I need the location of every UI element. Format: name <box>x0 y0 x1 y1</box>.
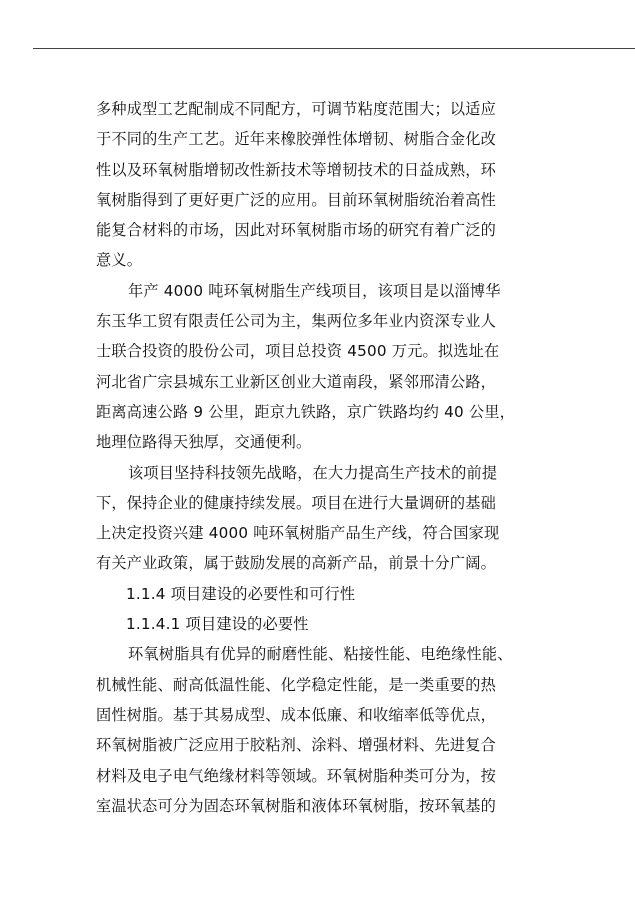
header-rule <box>33 48 635 49</box>
text-line: 能复合材料的市场，因此对环氧树脂市场的研究有着广泛的 <box>96 221 497 240</box>
text-line: 年产 4000 吨环氧树脂生产线项目，该项目是以淄博华 <box>128 281 501 300</box>
text-line: 机械性能、耐高低温性能、化学稳定性能，是一类重要的热 <box>96 675 497 694</box>
text-line: 性以及环氧树脂增韧改性新技术等增韧技术的日益成熟，环 <box>96 160 497 179</box>
paragraph-strategy <box>96 458 544 579</box>
paragraph-project-overview <box>96 276 544 458</box>
subsection-heading: 1.1.4.1 项目建设的必要性 <box>126 615 309 634</box>
text-line: 地理位路得天独厚，交通便利。 <box>96 433 312 452</box>
text-line: 有关产业政策，属于鼓励发展的高新产品，前景十分广阔。 <box>96 554 497 573</box>
section-heading: 1.1.4 项目建设的必要性和可行性 <box>126 584 356 603</box>
document-body <box>96 94 544 821</box>
text-line: 河北省广宗县城东工业新区创业大道南段，紧邻邢清公路， <box>96 372 497 391</box>
text-line: 氧树脂得到了更好更广泛的应用。目前环氧树脂统治着高性 <box>96 190 497 209</box>
text-line: 室温状态可分为固态环氧树脂和液体环氧树脂，按环氧基的 <box>96 796 497 815</box>
paragraph-intro <box>96 94 544 276</box>
text-line: 上决定投资兴建 4000 吨环氧树脂产品生产线，符合国家现 <box>96 524 500 543</box>
text-line: 意义。 <box>96 251 143 270</box>
text-line: 下，保持企业的健康持续发展。项目在进行大量调研的基础 <box>96 493 497 512</box>
text-line: 多种成型工艺配制成不同配方，可调节粘度范围大；以适应 <box>96 100 497 118</box>
text-line: 东玉华工贸有限责任公司为主，集两位多年业内资深专业人 <box>96 312 497 331</box>
text-line: 士联合投资的股份公司，项目总投资 4500 万元。拟选址在 <box>96 342 500 361</box>
text-line: 于不同的生产工艺。近年来橡胶弹性体增韧、树脂合金化改 <box>96 130 497 149</box>
paragraph-epoxy-properties <box>96 639 544 821</box>
text-line: 材料及电子电气绝缘材料等领域。环氧树脂种类可分为，按 <box>96 766 497 785</box>
text-line: 环氧树脂具有优异的耐磨性能、粘接性能、电绝缘性能、 <box>128 645 513 664</box>
text-line: 固性树脂。基于其易成型、成本低廉、和收缩率低等优点， <box>96 705 497 724</box>
text-line: 距离高速公路 9 公里，距京九铁路，京广铁路均约 40 公里， <box>96 402 515 421</box>
text-line: 该项目坚持科技领先战略，在大力提高生产技术的前提 <box>128 463 498 482</box>
text-line: 环氧树脂被广泛应用于胶粘剂、涂料、增强材料、先进复合 <box>96 736 497 755</box>
